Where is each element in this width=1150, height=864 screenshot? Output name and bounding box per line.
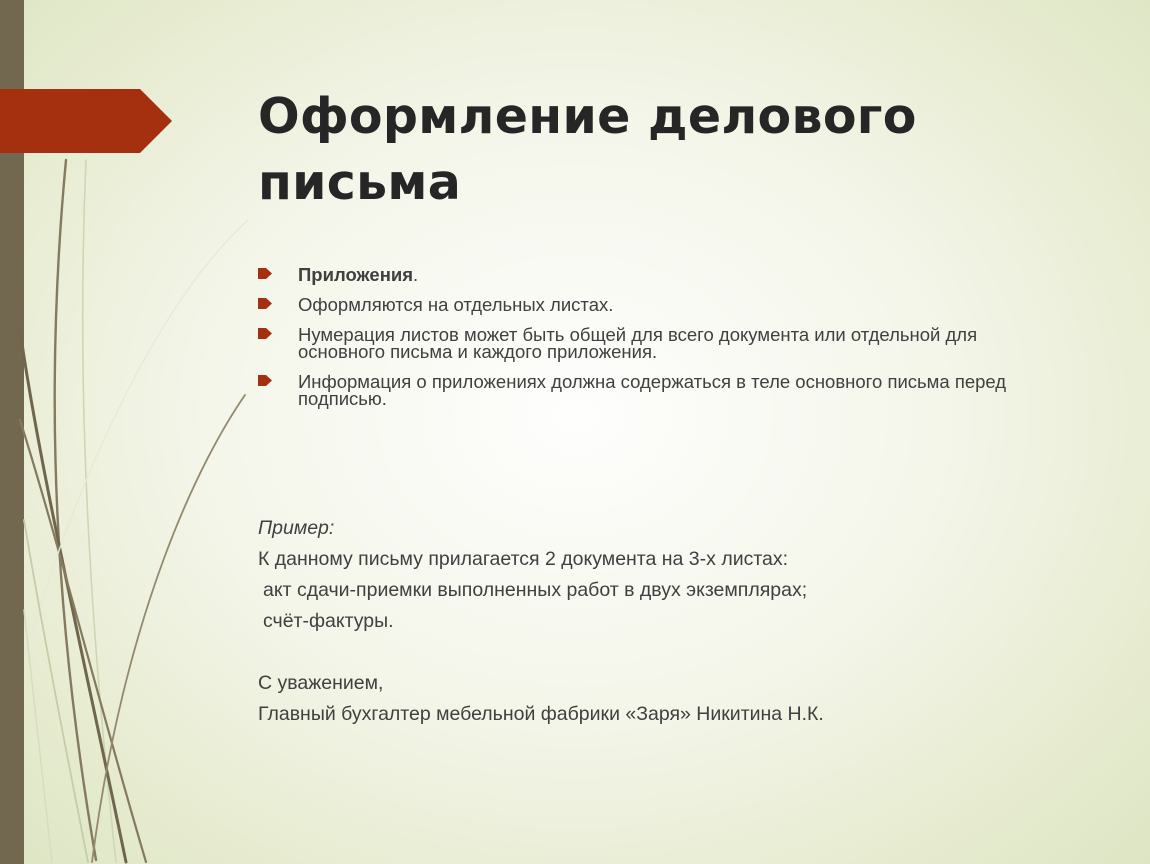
signature-text: Главный бухгалтер мебельной фабрики «Заря» Никитина Н.К. — [258, 703, 824, 725]
closing-text: С уважением, — [258, 672, 384, 694]
title-arrow-icon — [0, 89, 175, 153]
arrow-bullet-icon — [258, 328, 272, 339]
bullet-item — [258, 373, 1058, 407]
spacer — [258, 637, 1058, 668]
bullet-item — [258, 326, 1058, 360]
bullet-text: Оформляются на отдельных листах. — [298, 294, 614, 315]
bullet-strong-text: Приложения — [298, 264, 414, 285]
example-item: акт сдачи-приемки выполненных работ в двух экземплярах; — [263, 579, 808, 601]
bullet-list — [258, 266, 1058, 420]
example-intro: К данному письму прилагается 2 документа на 3-х листах: — [258, 548, 789, 570]
example-block — [258, 513, 1058, 730]
arrow-bullet-icon — [258, 375, 272, 386]
example-item: счёт-фактуры. — [263, 610, 394, 632]
bullet-item — [258, 266, 1058, 283]
example-label: Пример: — [258, 517, 335, 539]
slide-title: Оформление делового письма — [258, 88, 917, 211]
bullet-text: Нумерация листов может быть общей для всего документа или отдельной для основного письма и каждого приложения. — [298, 324, 978, 362]
bullet-item — [258, 296, 1058, 313]
bullet-text: Информация о приложениях должна содержаться в теле основного письма перед подписью. — [298, 371, 1007, 409]
arrow-bullet-icon — [258, 298, 272, 309]
arrow-bullet-icon — [258, 268, 272, 279]
bullet-text: . — [413, 264, 419, 285]
